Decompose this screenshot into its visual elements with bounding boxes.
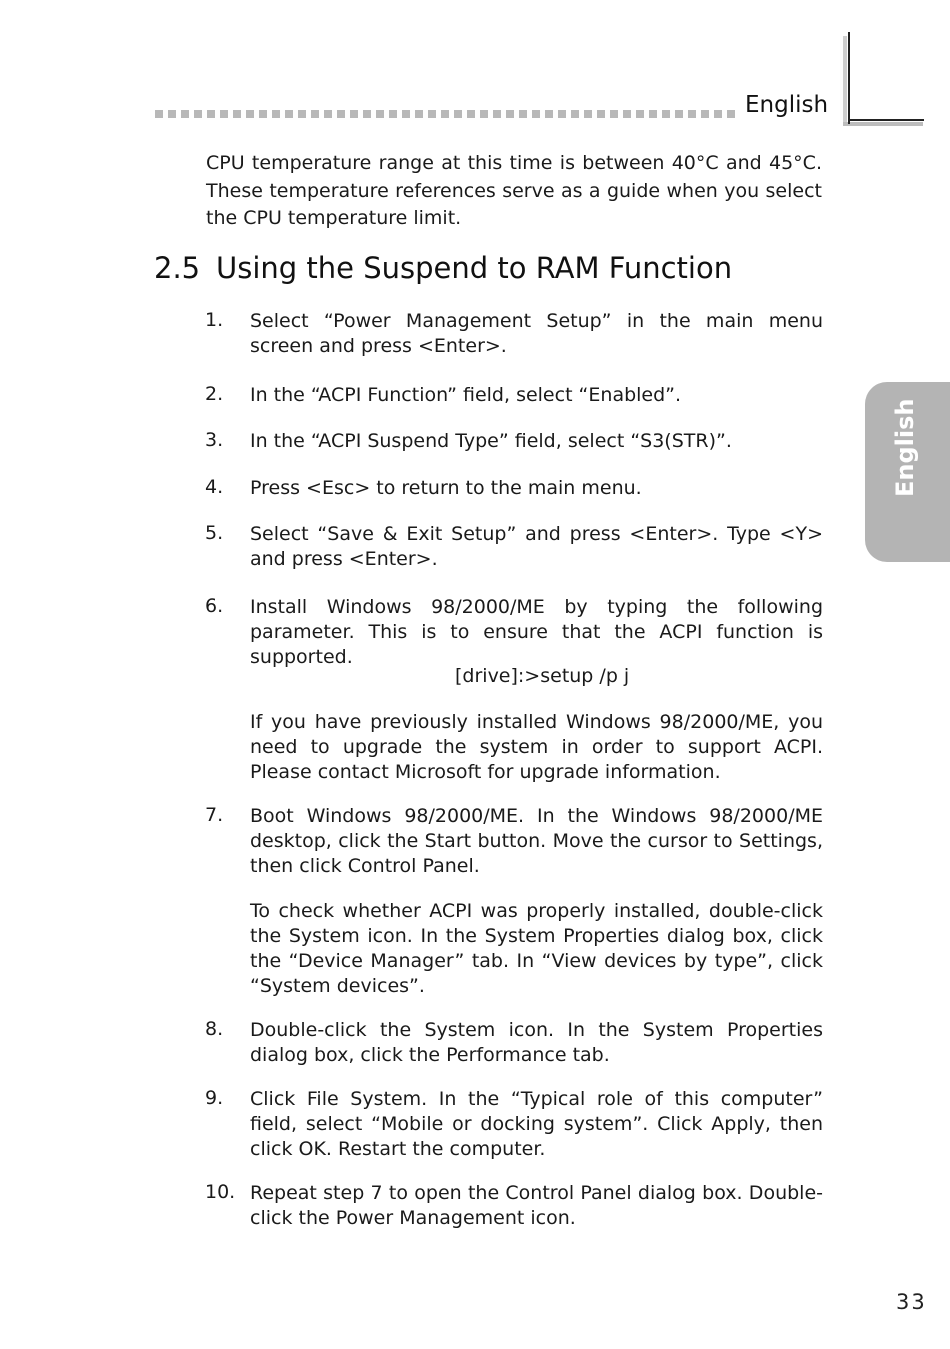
corner-mark-horizontal [848,119,924,121]
step-text: Select “Power Management Setup” in the main menu screen and press <Enter>. [250,310,823,357]
rule-dot [155,110,163,118]
rule-dot [194,110,202,118]
rule-dot [636,110,644,118]
step-number: 9. [205,1087,224,1109]
rule-dot [623,110,631,118]
rule-dot [389,110,397,118]
step-text: Select “Save & Exit Setup” and press <Enter>. Type <Y> and press <Enter>. [250,523,823,570]
rule-dot [376,110,384,118]
rule-dot [337,110,345,118]
step-number: 7. [205,804,224,826]
section-number: 2.5 [154,251,201,285]
step-text: Click File System. In the “Typical role of this computer” field, select “Mobile or docking system”. Click Apply, then click OK. Restart the computer. [250,1088,823,1160]
step-text: In the “ACPI Suspend Type” field, select “S3(STR)”. [250,430,732,452]
rule-dot [688,110,696,118]
rule-dot [363,110,371,118]
corner-mark-vertical [848,32,850,124]
rule-dot [441,110,449,118]
rule-dot [207,110,215,118]
section-title: Using the Suspend to RAM Function [216,251,733,285]
step-text: Double-click the System icon. In the System Properties dialog box, click the Performance tab. [250,1019,823,1066]
rule-dot [220,110,228,118]
step-number: 5. [205,522,224,544]
rule-dot [610,110,618,118]
rule-dot [246,110,254,118]
step-text: In the “ACPI Function” field, select “Enabled”. [250,384,682,406]
rule-dot [493,110,501,118]
header-language-label: English [745,92,829,118]
rule-dot [233,110,241,118]
rule-dot [480,110,488,118]
rule-dot [181,110,189,118]
rule-dot [454,110,462,118]
rule-dot [272,110,280,118]
rule-dot [584,110,592,118]
rule-dot [402,110,410,118]
step-number: 8. [205,1018,224,1040]
rule-dot [662,110,670,118]
rule-dot [324,110,332,118]
step-note: If you have previously installed Windows 98/2000/ME, you need to upgrade the system in order to support ACPI. Please contact Microsoft for upgrade information. [250,711,823,783]
rule-dot [649,110,657,118]
rule-dot [285,110,293,118]
rule-dot [532,110,540,118]
section-heading [154,251,732,285]
rule-dot [545,110,553,118]
step-number: 6. [205,595,224,617]
intro-paragraph: CPU temperature range at this time is between 40°C and 45°C. These temperature references serve as a guide when you select the CPU temperature limit. [206,152,822,229]
rule-dot [467,110,475,118]
step-note: To check whether ACPI was properly installed, double-click the System icon. In the System Properties dialog box, click the “Device Manager” tab. In “View devices by type”, click “System devices”. [250,900,823,997]
step-text: Repeat step 7 to open the Control Panel dialog box. Double-click the Power Management icon. [250,1182,823,1229]
step-number: 2. [205,383,224,405]
rule-dot [311,110,319,118]
rule-dot [506,110,514,118]
side-tab-label: English [891,398,919,497]
step-text: Boot Windows 98/2000/ME. In the Windows 98/2000/ME desktop, click the Start button. Move the cursor to Settings, then click Control Panel. [250,805,823,877]
rule-dot [727,110,735,118]
step-number: 4. [205,476,224,498]
rule-dot [519,110,527,118]
rule-dot [701,110,709,118]
corner-mark-shadow [843,36,847,124]
rule-dot [428,110,436,118]
setup-command: [drive]:>setup /p j [455,665,630,687]
header-dotted-rule [155,110,735,119]
rule-dot [350,110,358,118]
rule-dot [168,110,176,118]
corner-mark-shadow-bottom [843,122,923,126]
rule-dot [714,110,722,118]
rule-dot [558,110,566,118]
page-number: 33 [896,1290,927,1314]
step-number: 3. [205,429,224,451]
step-number: 1. [205,309,224,331]
rule-dot [571,110,579,118]
rule-dot [675,110,683,118]
rule-dot [298,110,306,118]
step-text: Press <Esc> to return to the main menu. [250,477,642,499]
step-number: 10. [205,1181,236,1203]
rule-dot [259,110,267,118]
rule-dot [415,110,423,118]
step-text: Install Windows 98/2000/ME by typing the following parameter. This is to ensure that the ACPI function is supported. [250,596,823,668]
rule-dot [597,110,605,118]
